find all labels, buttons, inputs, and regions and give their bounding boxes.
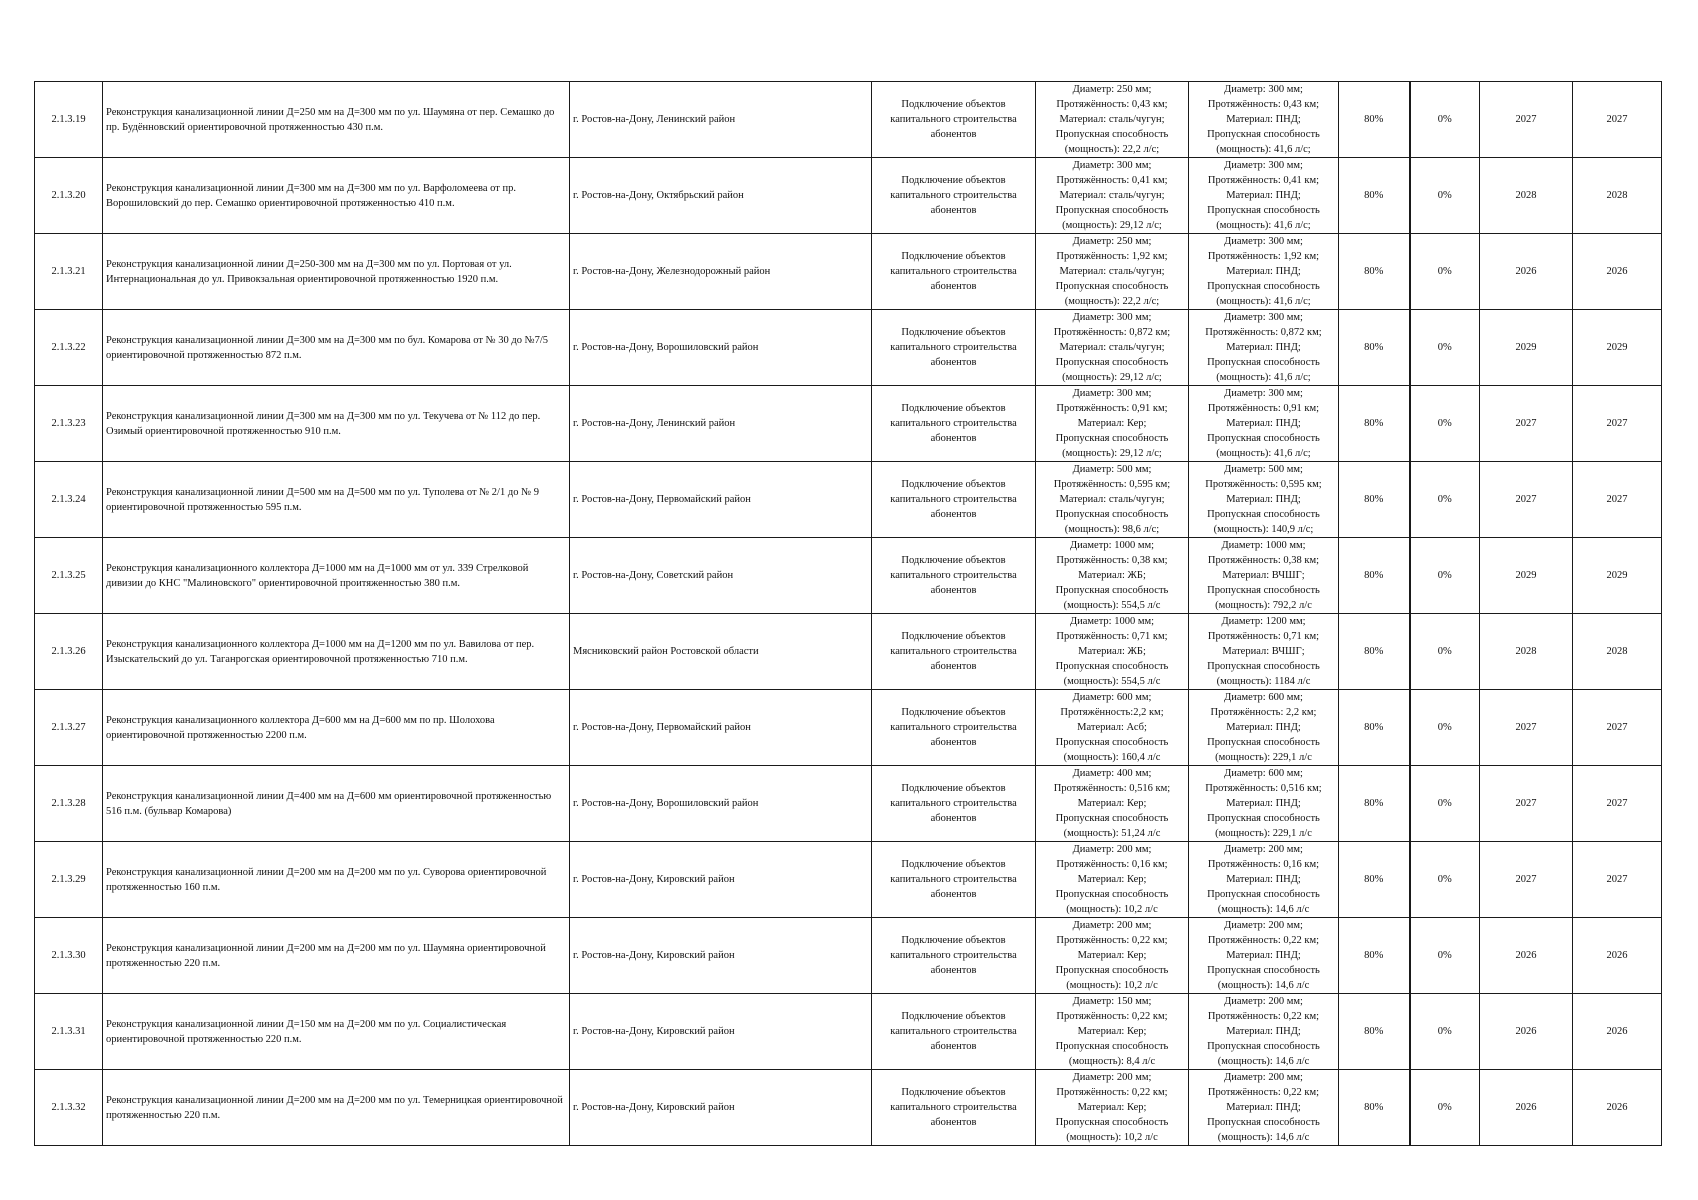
project-name: Реконструкция канализационного коллектора Д=600 мм на Д=600 мм по пр. Шолохова ориентировочной протяженностью 2200 п.м. <box>103 690 570 766</box>
parameters-after <box>1189 918 1339 994</box>
before-line: Диаметр: 300 мм; <box>1072 160 1152 171</box>
after-line: (мощность): 229,1 л/с <box>1215 828 1312 839</box>
after-line: Пропускная способность <box>1207 1041 1320 1052</box>
table-row <box>35 842 1662 918</box>
parameters-after <box>1189 538 1339 614</box>
before-line: Материал: сталь/чугун; <box>1059 342 1165 353</box>
after-line: (мощность): 792,2 л/с <box>1215 600 1312 611</box>
after-line: Пропускная способность <box>1207 965 1320 976</box>
before-line: Протяжённость: 0,22 км; <box>1056 1087 1168 1098</box>
before-line: Пропускная способность <box>1055 281 1169 292</box>
after-line: Диаметр: 300 мм; <box>1224 236 1303 247</box>
after-line: (мощность): 229,1 л/с <box>1215 752 1312 763</box>
project-location: г. Ростов-на-Дону, Кировский район <box>570 918 872 994</box>
after-line: (мощность): 41,6 л/с; <box>1216 220 1311 231</box>
after-line: (мощность): 140,9 л/с; <box>1213 524 1314 535</box>
before-line: Диаметр: 1000 мм; <box>1069 540 1155 551</box>
percent-primary: 80% <box>1339 234 1410 310</box>
parameters-after <box>1189 690 1339 766</box>
year-start: 2026 <box>1480 918 1573 994</box>
project-purpose: Подключение объектов капитального строительства абонентов <box>872 234 1036 310</box>
project-purpose: Подключение объектов капитального строительства абонентов <box>872 918 1036 994</box>
after-line: Пропускная способность <box>1207 889 1320 900</box>
year-end: 2026 <box>1573 994 1662 1070</box>
row-number: 2.1.3.20 <box>35 158 103 234</box>
parameters-after <box>1189 234 1339 310</box>
parameters-before <box>1036 842 1189 918</box>
after-line: (мощность): 41,6 л/с; <box>1216 144 1311 155</box>
after-line: Протяжённость: 0,22 км; <box>1207 1011 1320 1022</box>
percent-secondary: 0% <box>1410 82 1480 158</box>
after-line: Пропускная способность <box>1207 661 1320 672</box>
percent-secondary: 0% <box>1410 918 1480 994</box>
percent-primary: 80% <box>1339 994 1410 1070</box>
year-end: 2027 <box>1573 842 1662 918</box>
percent-primary: 80% <box>1339 462 1410 538</box>
year-end: 2026 <box>1573 918 1662 994</box>
parameters-before <box>1036 386 1189 462</box>
before-line: Протяжённость: 0,41 км; <box>1056 175 1168 186</box>
before-line: Протяжённость: 0,22 км; <box>1056 935 1168 946</box>
after-line: Пропускная способность <box>1207 509 1320 520</box>
after-line: Диаметр: 1000 мм; <box>1221 540 1306 551</box>
before-line: Пропускная способность <box>1055 1041 1169 1052</box>
parameters-before <box>1036 538 1189 614</box>
before-line: (мощность): 29,12 л/с; <box>1062 448 1162 459</box>
after-line: Материал: ПНД; <box>1226 874 1301 885</box>
after-line: Материал: ПНД; <box>1226 190 1301 201</box>
project-location: г. Ростов-на-Дону, Первомайский район <box>570 462 872 538</box>
year-end: 2028 <box>1573 158 1662 234</box>
parameters-after <box>1189 1070 1339 1146</box>
row-number: 2.1.3.26 <box>35 614 103 690</box>
year-start: 2027 <box>1480 386 1573 462</box>
after-line: Пропускная способность <box>1207 1117 1320 1128</box>
row-number: 2.1.3.29 <box>35 842 103 918</box>
percent-primary: 80% <box>1339 690 1410 766</box>
parameters-before <box>1036 918 1189 994</box>
before-line: (мощность): 29,12 л/с; <box>1062 220 1162 231</box>
before-line: Пропускная способность <box>1055 205 1169 216</box>
after-line: Материал: ПНД; <box>1226 266 1301 277</box>
after-line: Диаметр: 200 мм; <box>1224 844 1303 855</box>
table-row <box>35 158 1662 234</box>
after-line: (мощность): 14,6 л/с <box>1217 1132 1310 1143</box>
project-purpose: Подключение объектов капитального строительства абонентов <box>872 538 1036 614</box>
before-line: Диаметр: 200 мм; <box>1072 920 1152 931</box>
after-line: Диаметр: 300 мм; <box>1224 84 1303 95</box>
after-line: (мощность): 41,6 л/с; <box>1216 296 1311 307</box>
before-line: Пропускная способность <box>1055 965 1169 976</box>
after-line: Протяжённость: 0,91 км; <box>1207 403 1320 414</box>
year-start: 2029 <box>1480 538 1573 614</box>
before-line: Материал: Кер; <box>1077 874 1147 885</box>
before-line: Материал: Кер; <box>1077 418 1147 429</box>
parameters-after <box>1189 386 1339 462</box>
after-line: (мощность): 1184 л/с <box>1216 676 1311 687</box>
project-purpose: Подключение объектов капитального строительства абонентов <box>872 386 1036 462</box>
before-line: (мощность): 22,2 л/с; <box>1064 144 1160 155</box>
parameters-after <box>1189 994 1339 1070</box>
after-line: Протяжённость: 0,43 км; <box>1207 99 1320 110</box>
project-purpose: Подключение объектов капитального строительства абонентов <box>872 1070 1036 1146</box>
table-row <box>35 994 1662 1070</box>
after-line: Материал: ПНД; <box>1226 1102 1301 1113</box>
project-name: Реконструкция канализационного коллектора Д=1000 мм на Д=1200 мм по ул. Вавилова от пер. Изыскательский до ул. Таганрогская ориентировочной протяженностью 710 п.м. <box>103 614 570 690</box>
year-start: 2027 <box>1480 842 1573 918</box>
table-row <box>35 234 1662 310</box>
table-row <box>35 310 1662 386</box>
after-line: Материал: ПНД; <box>1226 798 1301 809</box>
before-line: (мощность): 10,2 л/с <box>1066 980 1158 991</box>
before-line: Диаметр: 300 мм; <box>1072 312 1152 323</box>
parameters-before <box>1036 994 1189 1070</box>
percent-secondary: 0% <box>1410 690 1480 766</box>
before-line: (мощность): 10,2 л/с <box>1066 904 1158 915</box>
year-end: 2027 <box>1573 766 1662 842</box>
percent-secondary: 0% <box>1410 994 1480 1070</box>
before-line: Материал: ЖБ; <box>1078 570 1146 581</box>
project-purpose: Подключение объектов капитального строительства абонентов <box>872 82 1036 158</box>
row-number: 2.1.3.31 <box>35 994 103 1070</box>
project-name: Реконструкция канализационной линии Д=500 мм на Д=500 мм по ул. Туполева от № 2/1 до № 9 ориентировочной протяженностью 595 п.м. <box>103 462 570 538</box>
before-line: Протяжённость: 0,71 км; <box>1056 631 1168 642</box>
before-line: (мощность): 160,4 л/с <box>1063 752 1161 763</box>
after-line: Диаметр: 600 мм; <box>1224 768 1303 779</box>
after-line: (мощность): 14,6 л/с <box>1217 904 1310 915</box>
after-line: Материал: ПНД; <box>1226 418 1301 429</box>
year-start: 2027 <box>1480 690 1573 766</box>
before-line: Диаметр: 400 мм; <box>1072 768 1152 779</box>
year-start: 2027 <box>1480 766 1573 842</box>
parameters-after <box>1189 842 1339 918</box>
before-line: Протяжённость: 0,43 км; <box>1056 99 1168 110</box>
year-start: 2027 <box>1480 462 1573 538</box>
project-purpose: Подключение объектов капитального строительства абонентов <box>872 994 1036 1070</box>
parameters-before <box>1036 690 1189 766</box>
percent-secondary: 0% <box>1410 538 1480 614</box>
project-location: г. Ростов-на-Дону, Кировский район <box>570 994 872 1070</box>
row-number: 2.1.3.22 <box>35 310 103 386</box>
before-line: Протяжённость: 0,16 км; <box>1056 859 1168 870</box>
percent-primary: 80% <box>1339 842 1410 918</box>
before-line: Диаметр: 600 мм; <box>1072 692 1152 703</box>
before-line: Протяжённость: 0,22 км; <box>1056 1011 1168 1022</box>
before-line: Диаметр: 1000 мм; <box>1069 616 1155 627</box>
before-line: Диаметр: 250 мм; <box>1072 236 1152 247</box>
project-purpose: Подключение объектов капитального строительства абонентов <box>872 462 1036 538</box>
percent-secondary: 0% <box>1410 842 1480 918</box>
percent-primary: 80% <box>1339 82 1410 158</box>
parameters-before <box>1036 614 1189 690</box>
before-line: Диаметр: 150 мм; <box>1072 996 1152 1007</box>
year-start: 2029 <box>1480 310 1573 386</box>
percent-secondary: 0% <box>1410 614 1480 690</box>
before-line: Протяжённость: 0,38 км; <box>1056 555 1168 566</box>
before-line: Пропускная способность <box>1055 509 1169 520</box>
after-line: (мощность): 14,6 л/с <box>1217 1056 1310 1067</box>
after-line: Протяжённость: 0,22 км; <box>1207 1087 1320 1098</box>
year-end: 2026 <box>1573 234 1662 310</box>
percent-primary: 80% <box>1339 1070 1410 1146</box>
project-location: г. Ростов-на-Дону, Первомайский район <box>570 690 872 766</box>
year-end: 2027 <box>1573 386 1662 462</box>
after-line: Материал: ВЧШГ; <box>1222 570 1305 581</box>
year-end: 2026 <box>1573 1070 1662 1146</box>
table-row <box>35 614 1662 690</box>
before-line: Материал: Кер; <box>1077 950 1147 961</box>
after-line: Диаметр: 500 мм; <box>1224 464 1303 475</box>
after-line: Пропускная способность <box>1207 585 1320 596</box>
project-name: Реконструкция канализационной линии Д=300 мм на Д=300 мм по ул. Текучева от № 112 до пер. Озимый ориентировочной протяженностью 910 п.м. <box>103 386 570 462</box>
project-name: Реконструкция канализационной линии Д=300 мм на Д=300 мм по ул. Варфоломеева от пр. Ворошиловский до пер. Семашко ориентировочной протяженностью 410 п.м. <box>103 158 570 234</box>
after-line: Материал: ПНД; <box>1226 1026 1301 1037</box>
percent-secondary: 0% <box>1410 462 1480 538</box>
percent-primary: 80% <box>1339 918 1410 994</box>
table-row <box>35 538 1662 614</box>
year-end: 2027 <box>1573 690 1662 766</box>
parameters-after <box>1189 766 1339 842</box>
parameters-before <box>1036 766 1189 842</box>
before-line: Диаметр: 500 мм; <box>1072 464 1152 475</box>
after-line: Пропускная способность <box>1207 281 1320 292</box>
project-purpose: Подключение объектов капитального строительства абонентов <box>872 766 1036 842</box>
percent-secondary: 0% <box>1410 766 1480 842</box>
after-line: Материал: ПНД; <box>1226 722 1301 733</box>
after-line: (мощность): 41,6 л/с; <box>1216 448 1311 459</box>
before-line: Пропускная способность <box>1055 129 1169 140</box>
after-line: Диаметр: 1200 мм; <box>1221 616 1306 627</box>
parameters-before <box>1036 158 1189 234</box>
before-line: Пропускная способность <box>1055 1117 1169 1128</box>
project-purpose: Подключение объектов капитального строительства абонентов <box>872 842 1036 918</box>
before-line: Пропускная способность <box>1055 357 1169 368</box>
parameters-after <box>1189 158 1339 234</box>
before-line: Протяжённость:2,2 км; <box>1060 707 1164 718</box>
project-location: г. Ростов-на-Дону, Октябрьский район <box>570 158 872 234</box>
before-line: Диаметр: 200 мм; <box>1072 1072 1152 1083</box>
percent-primary: 80% <box>1339 614 1410 690</box>
row-number: 2.1.3.24 <box>35 462 103 538</box>
before-line: (мощность): 10,2 л/с <box>1066 1132 1158 1143</box>
after-line: Материал: ПНД; <box>1226 494 1301 505</box>
after-line: Пропускная способность <box>1207 205 1320 216</box>
project-name: Реконструкция канализационной линии Д=200 мм на Д=200 мм по ул. Шаумяна ориентировочной протяженностью 220 п.м. <box>103 918 570 994</box>
project-location: г. Ростов-на-Дону, Ворошиловский район <box>570 310 872 386</box>
before-line: Диаметр: 300 мм; <box>1072 388 1152 399</box>
table-row <box>35 82 1662 158</box>
table-row <box>35 386 1662 462</box>
after-line: Диаметр: 200 мм; <box>1224 1072 1303 1083</box>
before-line: Материал: сталь/чугун; <box>1059 494 1165 505</box>
row-number: 2.1.3.25 <box>35 538 103 614</box>
before-line: Протяжённость: 0,872 км; <box>1053 327 1171 338</box>
after-line: Материал: ПНД; <box>1226 114 1301 125</box>
before-line: Материал: сталь/чугун; <box>1059 190 1165 201</box>
project-location: г. Ростов-на-Дону, Железнодорожный район <box>570 234 872 310</box>
year-end: 2028 <box>1573 614 1662 690</box>
row-number: 2.1.3.27 <box>35 690 103 766</box>
parameters-before <box>1036 1070 1189 1146</box>
project-name: Реконструкция канализационной линии Д=250 мм на Д=300 мм по ул. Шаумяна от пер. Семашко до пр. Будённовский ориентировочной протяженностью 430 п.м. <box>103 82 570 158</box>
after-line: Пропускная способность <box>1207 737 1320 748</box>
before-line: (мощность): 22,2 л/с; <box>1064 296 1160 307</box>
percent-primary: 80% <box>1339 766 1410 842</box>
parameters-after <box>1189 82 1339 158</box>
before-line: (мощность): 29,12 л/с; <box>1062 372 1162 383</box>
parameters-after <box>1189 310 1339 386</box>
before-line: Пропускная способность <box>1055 433 1169 444</box>
project-location: Мясниковский район Ростовской области <box>570 614 872 690</box>
table-row <box>35 690 1662 766</box>
project-purpose: Подключение объектов капитального строительства абонентов <box>872 310 1036 386</box>
percent-primary: 80% <box>1339 538 1410 614</box>
before-line: (мощность): 8,4 л/с <box>1068 1056 1156 1067</box>
year-end: 2029 <box>1573 310 1662 386</box>
before-line: (мощность): 51,24 л/с <box>1063 828 1161 839</box>
after-line: Протяжённость: 0,41 км; <box>1207 175 1320 186</box>
year-start: 2028 <box>1480 614 1573 690</box>
parameters-before <box>1036 310 1189 386</box>
project-name: Реконструкция канализационного коллектора Д=1000 мм на Д=1000 мм от ул. 339 Стрелковой дивизии до КНС "Малиновского" ориентировочной проитяженностью 380 п.м. <box>103 538 570 614</box>
percent-secondary: 0% <box>1410 234 1480 310</box>
after-line: Диаметр: 200 мм; <box>1224 996 1303 1007</box>
project-location: г. Ростов-на-Дону, Кировский район <box>570 842 872 918</box>
after-line: Протяжённость: 0,22 км; <box>1207 935 1320 946</box>
percent-primary: 80% <box>1339 158 1410 234</box>
project-location: г. Ростов-на-Дону, Ленинский район <box>570 82 872 158</box>
before-line: Материал: Асб; <box>1077 722 1147 733</box>
before-line: Протяжённость: 0,91 км; <box>1056 403 1168 414</box>
before-line: (мощность): 98,6 л/с; <box>1064 524 1160 535</box>
after-line: Протяжённость: 0,516 км; <box>1205 783 1322 794</box>
after-line: Протяжённость: 0,595 км; <box>1205 479 1322 490</box>
project-location: г. Ростов-на-Дону, Советский район <box>570 538 872 614</box>
before-line: (мощность): 554,5 л/с <box>1063 600 1161 611</box>
parameters-before <box>1036 82 1189 158</box>
percent-secondary: 0% <box>1410 158 1480 234</box>
year-start: 2026 <box>1480 1070 1573 1146</box>
after-line: Пропускная способность <box>1207 357 1320 368</box>
row-number: 2.1.3.19 <box>35 82 103 158</box>
after-line: Пропускная способность <box>1207 813 1320 824</box>
before-line: Протяжённость: 0,595 км; <box>1053 479 1171 490</box>
row-number: 2.1.3.30 <box>35 918 103 994</box>
before-line: Материал: Кер; <box>1077 1102 1147 1113</box>
before-line: Пропускная способность <box>1055 661 1169 672</box>
year-start: 2026 <box>1480 994 1573 1070</box>
project-name: Реконструкция канализационной линии Д=400 мм на Д=600 мм ориентировочной протяженностью 516 п.м. (бульвар Комарова) <box>103 766 570 842</box>
parameters-after <box>1189 462 1339 538</box>
year-start: 2028 <box>1480 158 1573 234</box>
project-location: г. Ростов-на-Дону, Кировский район <box>570 1070 872 1146</box>
project-name: Реконструкция канализационной линии Д=250-300 мм на Д=300 мм по ул. Портовая от ул. Интернациональная до ул. Привокзальная ориентировочной протяженностью 1920 п.м. <box>103 234 570 310</box>
after-line: Диаметр: 300 мм; <box>1224 312 1303 323</box>
year-start: 2027 <box>1480 82 1573 158</box>
before-line: Протяжённость: 1,92 км; <box>1056 251 1168 262</box>
after-line: Протяжённость: 1,92 км; <box>1207 251 1320 262</box>
year-end: 2029 <box>1573 538 1662 614</box>
row-number: 2.1.3.23 <box>35 386 103 462</box>
after-line: Диаметр: 300 мм; <box>1224 160 1303 171</box>
after-line: Материал: ВЧШГ; <box>1222 646 1305 657</box>
parameters-before <box>1036 234 1189 310</box>
before-line: Диаметр: 200 мм; <box>1072 844 1152 855</box>
project-purpose: Подключение объектов капитального строительства абонентов <box>872 614 1036 690</box>
after-line: (мощность): 14,6 л/с <box>1217 980 1310 991</box>
year-start: 2026 <box>1480 234 1573 310</box>
project-location: г. Ростов-на-Дону, Ворошиловский район <box>570 766 872 842</box>
after-line: (мощность): 41,6 л/с; <box>1216 372 1311 383</box>
after-line: Протяжённость: 0,38 км; <box>1207 555 1320 566</box>
percent-secondary: 0% <box>1410 310 1480 386</box>
before-line: Материал: сталь/чугун; <box>1059 114 1165 125</box>
before-line: Материал: сталь/чугун; <box>1059 266 1165 277</box>
after-line: Материал: ПНД; <box>1226 342 1301 353</box>
before-line: Пропускная способность <box>1055 585 1169 596</box>
project-name: Реконструкция канализационной линии Д=200 мм на Д=200 мм по ул. Суворова ориентировочной протяженностью 160 п.м. <box>103 842 570 918</box>
percent-primary: 80% <box>1339 386 1410 462</box>
project-name: Реконструкция канализационной линии Д=200 мм на Д=200 мм по ул. Темерницкая ориентировочной протяженностью 220 п.м. <box>103 1070 570 1146</box>
before-line: (мощность): 554,5 л/с <box>1063 676 1161 687</box>
after-line: Диаметр: 200 мм; <box>1224 920 1303 931</box>
project-purpose: Подключение объектов капитального строительства абонентов <box>872 690 1036 766</box>
after-line: Протяжённость: 0,16 км; <box>1207 859 1320 870</box>
before-line: Пропускная способность <box>1055 737 1169 748</box>
before-line: Материал: ЖБ; <box>1078 646 1146 657</box>
after-line: Материал: ПНД; <box>1226 950 1301 961</box>
table-body <box>35 82 1662 1146</box>
percent-secondary: 0% <box>1410 1070 1480 1146</box>
row-number: 2.1.3.21 <box>35 234 103 310</box>
after-line: Пропускная способность <box>1207 433 1320 444</box>
after-line: Протяжённость: 2,2 км; <box>1210 707 1317 718</box>
before-line: Материал: Кер; <box>1077 798 1147 809</box>
after-line: Протяжённость: 0,71 км; <box>1207 631 1320 642</box>
table-row <box>35 462 1662 538</box>
table-row <box>35 1070 1662 1146</box>
before-line: Диаметр: 250 мм; <box>1072 84 1152 95</box>
project-name: Реконструкция канализационной линии Д=300 мм на Д=300 мм по бул. Комарова от № 30 до №7/5 ориентировочной протяженностью 872 п.м. <box>103 310 570 386</box>
before-line: Протяжённость: 0,516 км; <box>1053 783 1171 794</box>
row-number: 2.1.3.32 <box>35 1070 103 1146</box>
year-end: 2027 <box>1573 462 1662 538</box>
year-end: 2027 <box>1573 82 1662 158</box>
after-line: Пропускная способность <box>1207 129 1320 140</box>
percent-primary: 80% <box>1339 310 1410 386</box>
project-purpose: Подключение объектов капитального строительства абонентов <box>872 158 1036 234</box>
parameters-before <box>1036 462 1189 538</box>
table-row <box>35 766 1662 842</box>
before-line: Пропускная способность <box>1055 889 1169 900</box>
reconstruction-table <box>34 81 1662 1146</box>
project-name: Реконструкция канализационной линии Д=150 мм на Д=200 мм по ул. Социалистическая ориентировочной протяженностью 220 п.м. <box>103 994 570 1070</box>
percent-secondary: 0% <box>1410 386 1480 462</box>
table-row <box>35 918 1662 994</box>
after-line: Диаметр: 300 мм; <box>1224 388 1303 399</box>
project-location: г. Ростов-на-Дону, Ленинский район <box>570 386 872 462</box>
after-line: Диаметр: 600 мм; <box>1224 692 1303 703</box>
row-number: 2.1.3.28 <box>35 766 103 842</box>
after-line: Протяжённость: 0,872 км; <box>1205 327 1322 338</box>
before-line: Материал: Кер; <box>1077 1026 1147 1037</box>
before-line: Пропускная способность <box>1055 813 1169 824</box>
parameters-after <box>1189 614 1339 690</box>
